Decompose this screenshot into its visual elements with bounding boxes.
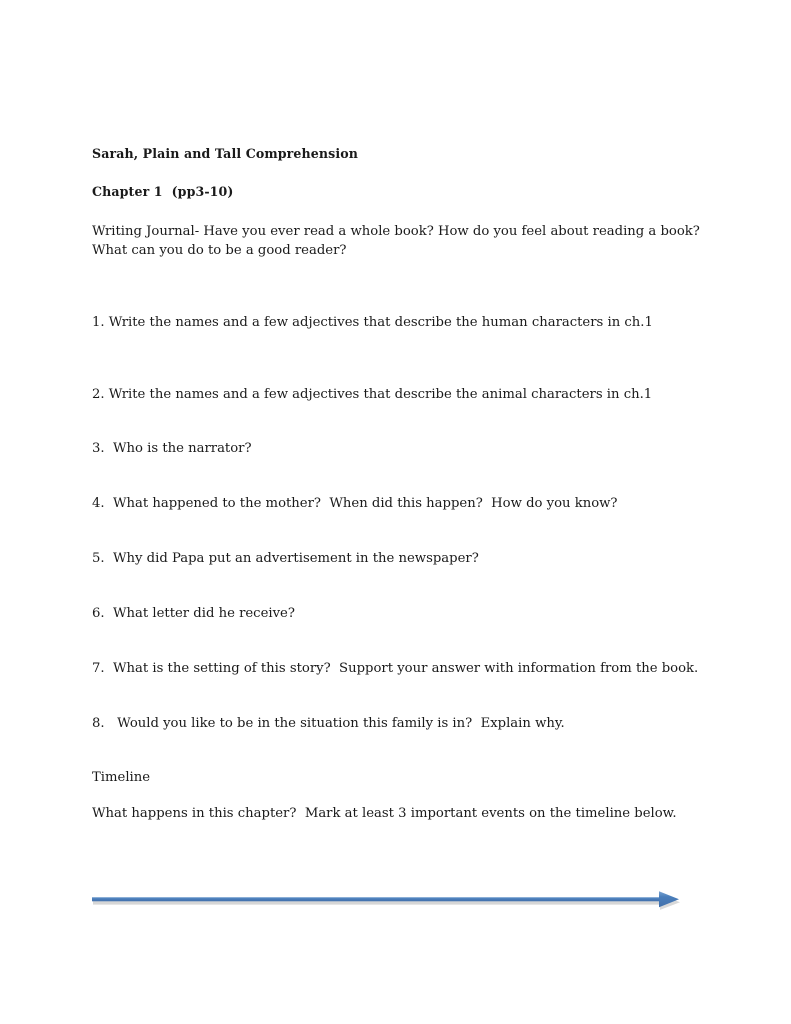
timeline-heading: Timeline <box>92 769 151 785</box>
timeline-arrow-graphic <box>92 884 680 912</box>
timeline-arrow <box>92 884 680 912</box>
chapter-heading: Chapter 1 (pp3-10) <box>92 184 234 200</box>
question-item-1: 1. Write the names and a few adjectives that describe the human characters in ch.1 <box>92 314 653 330</box>
question-item-2: 2. Write the names and a few adjectives that describe the animal characters in ch.1 <box>92 386 653 402</box>
question-item-3: 3. Who is the narrator? <box>92 440 252 456</box>
timeline-arrow-shaft <box>92 897 662 901</box>
question-item-6: 6. What letter did he receive? <box>92 605 295 621</box>
writing-journal-prompt: Writing Journal- Have you ever read a whole book? How do you feel about reading a book? What can you do to be a good reader? <box>92 223 700 258</box>
question-item-8: 8. Would you like to be in the situation this family is in? Explain why. <box>92 715 565 731</box>
question-item-4: 4. What happened to the mother? When did this happen? How do you know? <box>92 495 618 511</box>
document-body <box>92 146 712 823</box>
question-item-7: 7. What is the setting of this story? Support your answer with information from the book. <box>92 660 699 676</box>
page-title: Sarah, Plain and Tall Comprehension <box>92 146 358 161</box>
question-item-5: 5. Why did Papa put an advertisement in the newspaper? <box>92 550 479 566</box>
timeline-arrow-shadow <box>93 901 663 904</box>
timeline-prompt: What happens in this chapter? Mark at least 3 important events on the timeline below. <box>92 805 677 821</box>
